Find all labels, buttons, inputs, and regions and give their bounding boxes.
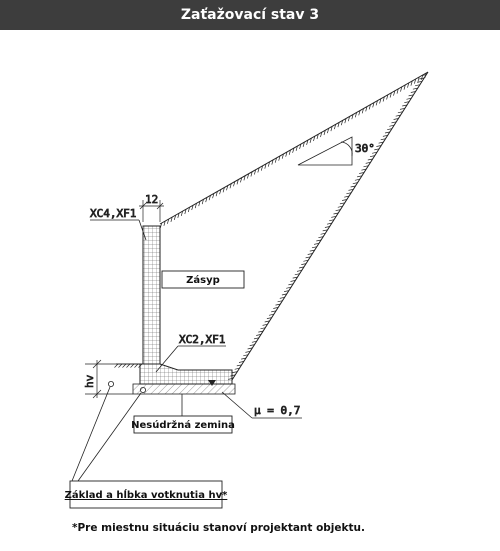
foundation-box	[65, 481, 228, 508]
top-dimension	[139, 193, 164, 222]
dimension-label: 12	[145, 193, 159, 206]
hv-label: hv	[83, 374, 96, 388]
exposure-wall-callout	[90, 207, 146, 240]
angle-marker	[298, 137, 375, 165]
foundation-label: Základ a hĺbka votknutia hv*	[64, 490, 228, 501]
header-title: Zaťažovací stav 3	[0, 0, 500, 30]
backfill-label: Zásyp	[186, 275, 220, 286]
backfill-box	[162, 271, 244, 288]
exposure-wall-label: XC4,XF1	[90, 207, 137, 220]
exposure-footing-label: XC2,XF1	[179, 333, 226, 346]
friction-callout	[222, 392, 302, 418]
lean-concrete-base	[133, 384, 235, 394]
front-ground	[115, 364, 144, 368]
wall-stem	[143, 226, 160, 364]
ground-surface	[160, 72, 428, 228]
friction-label: μ = 0,7	[254, 404, 301, 417]
angle-label: 30°	[355, 142, 375, 155]
footnote: *Pre miestnu situáciu stanoví projektant objektu.	[72, 522, 365, 534]
excavation-slope	[228, 72, 428, 380]
footing	[140, 364, 232, 384]
subsoil-box	[131, 394, 235, 433]
subsoil-label: Nesúdržná zemina	[131, 420, 235, 431]
